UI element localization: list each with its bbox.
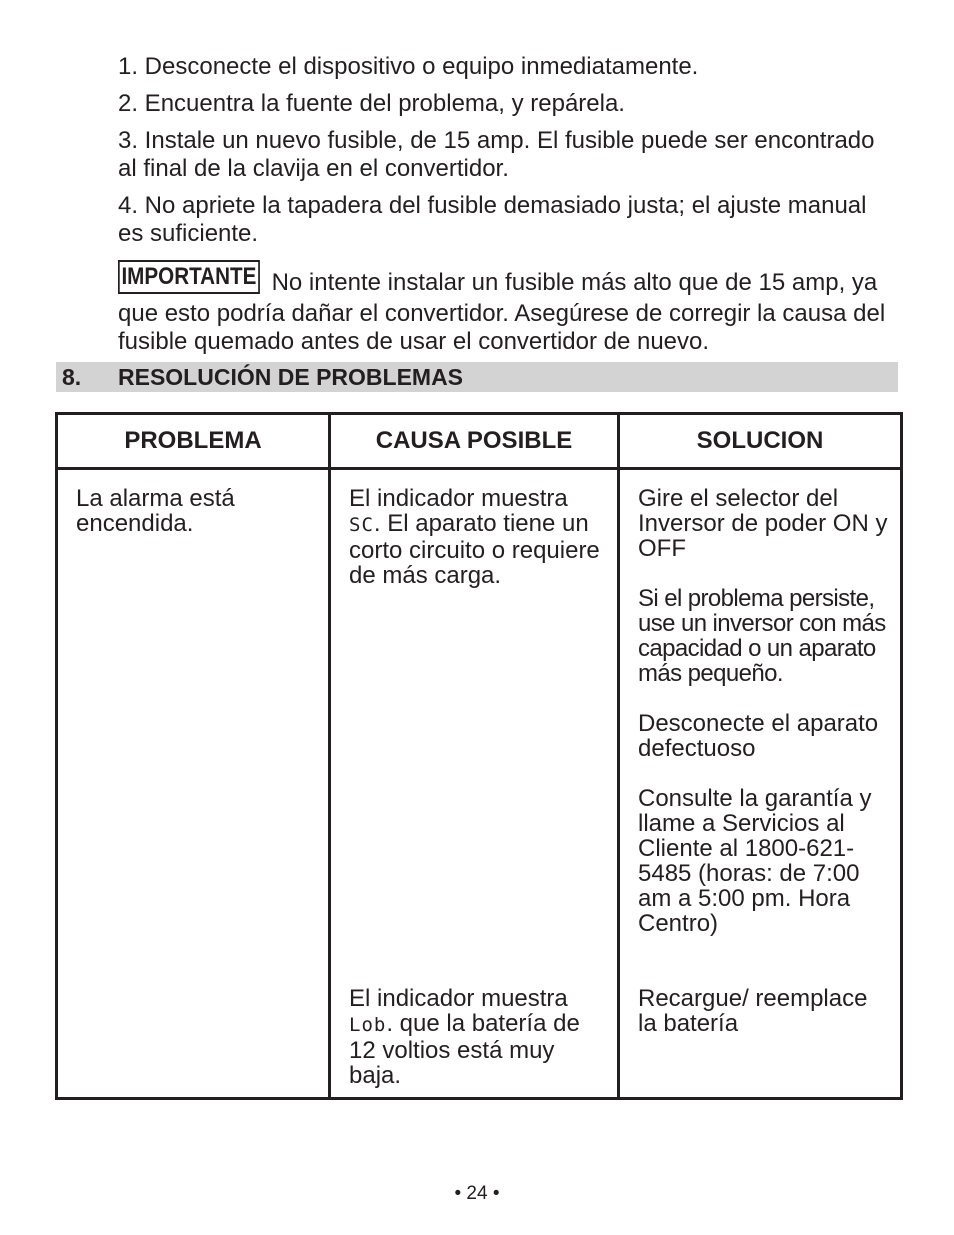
step-1: 1. Desconecte el dispositivo o equipo inmediatamente. (118, 53, 699, 80)
troubleshooting-table (55, 412, 903, 1100)
section-number: 8. (62, 364, 82, 390)
header-problem: PROBLEMA (57, 414, 330, 469)
important-text: No intente instalar un fusible más alto que de 15 amp, ya que esto podría dañar el convertidor. Asegúrese de corregir la causa del fusible quemado antes de usar el convertidor de nuevo. (118, 269, 886, 355)
cause-2-suffix: . que la batería de 12 voltios está muy baja. (349, 1010, 580, 1089)
cause-cell (330, 469, 619, 1099)
cause-1-suffix: . El aparato tiene un corto circuito o requiere de más carga. (349, 510, 600, 589)
solution-cell (619, 469, 902, 1099)
cause-2-prefix: El indicador muestra (349, 985, 568, 1012)
cause-1-prefix: El indicador muestra (349, 485, 568, 512)
solution-2: Si el problema persiste, use un inversor con más capacidad o un aparato más pequeño. (638, 585, 886, 687)
cause-2 (349, 986, 607, 1088)
problem-cell (57, 469, 330, 1099)
solution-3: Desconecte el aparato defectuoso (638, 710, 879, 762)
solution-4: Consulte la garantía y llame a Servicios al Cliente al 1800-621-5485 (horas: de 7:00 am a 5:00 pm. Hora Centro) (638, 785, 872, 937)
lob-indicator-code: Lob (349, 1014, 387, 1036)
important-note (118, 263, 893, 356)
table-row (57, 469, 902, 1099)
header-cause: CAUSA POSIBLE (330, 414, 619, 469)
step-2: 2. Encuentra la fuente del problema, y repárela. (118, 90, 625, 117)
cause-1 (349, 486, 607, 588)
step-4: 4. No apriete la tapadera del fusible demasiado justa; el ajuste manual es suficiente. (118, 192, 867, 247)
solution-1: Gire el selector del Inversor de poder ON y OFF (638, 485, 888, 562)
page-number: • 24 • (454, 1183, 500, 1204)
solution-5: Recargue/ reemplace la batería (638, 985, 868, 1037)
header-solution: SOLUCION (619, 414, 902, 469)
section-title: RESOLUCIÓN DE PROBLEMAS (118, 364, 464, 390)
sc-indicator-code: SC (349, 514, 374, 536)
problem-text: La alarma está encendida. (76, 485, 235, 537)
important-label: IMPORTANTE (118, 260, 260, 294)
table-header-row (57, 414, 902, 469)
step-3: 3. Instale un nuevo fusible, de 15 amp. El fusible puede ser encontrado al final de la clavija en el convertidor. (118, 127, 875, 182)
